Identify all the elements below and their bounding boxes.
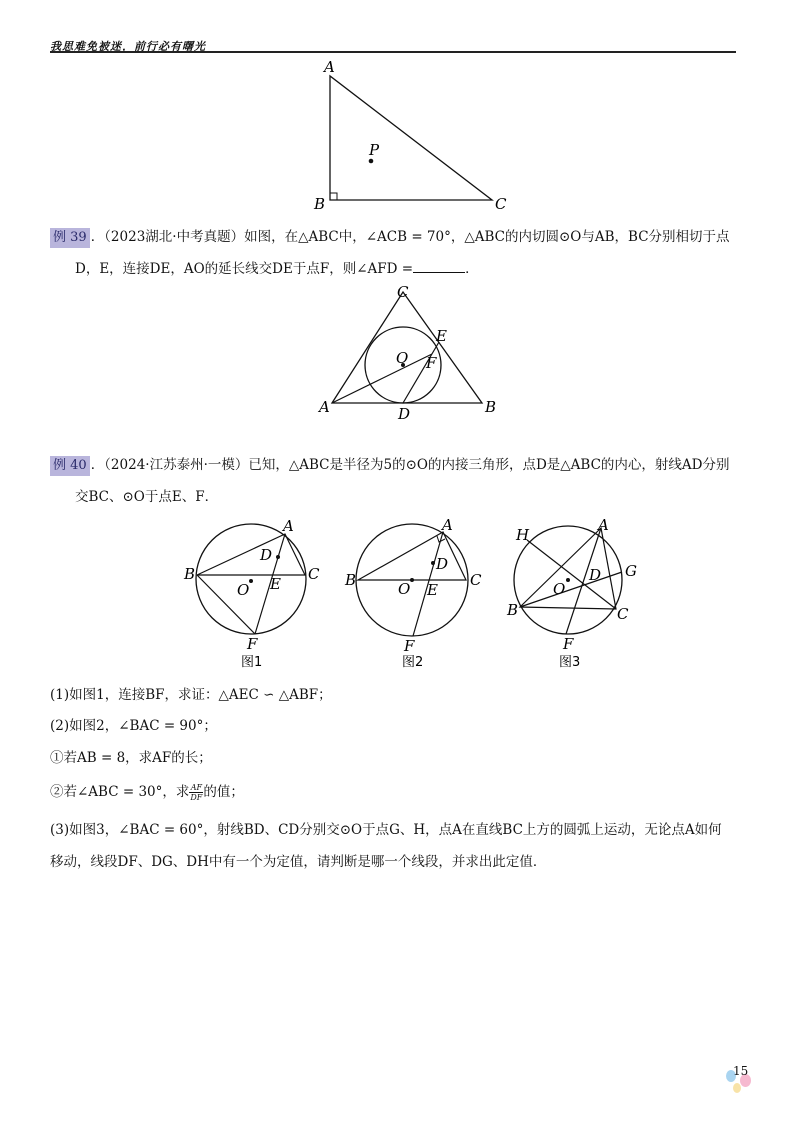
label-e: E xyxy=(270,575,281,593)
caption-fig-2: 图2 xyxy=(402,655,424,670)
label-e: E xyxy=(436,327,447,345)
triangle-abc xyxy=(197,534,305,575)
question-2-part-2-pre: ②若∠ABC = 30°，求 xyxy=(50,784,190,800)
figure-2 xyxy=(342,518,492,673)
point-d xyxy=(431,561,435,565)
example-39-line-2 xyxy=(75,260,479,278)
question-3-line-2: 移动，线段DF、DG、DH中有一个为定值，请判断是哪一个线段，并求出此定值． xyxy=(50,854,547,870)
example-40-tag: 例 40 xyxy=(50,456,90,476)
question-3-line-1: (3)如图3，∠BAC = 60°，射线BD、CD分别交⊙O于点G、H，点A在直线BC上方的圆弧上运动，无论点A如何 xyxy=(50,822,722,838)
label-a: A xyxy=(319,398,330,416)
question-1: (1)如图1，连接BF，求证：△AEC ∽ △ABF； xyxy=(50,687,332,703)
answer-blank[interactable] xyxy=(413,260,465,273)
label-o: O xyxy=(396,349,409,367)
triangle-abc xyxy=(330,76,492,200)
label-a: A xyxy=(324,58,335,76)
label-o: O xyxy=(398,580,411,598)
label-b: B xyxy=(184,565,196,583)
label-b: B xyxy=(314,195,326,213)
example-39-text-2: D，E，连接DE，AO的延长线交DE于点F，则∠AFD = xyxy=(75,261,414,277)
label-d: D xyxy=(589,566,602,584)
question-2-part-2 xyxy=(50,783,244,802)
figure-right-triangle xyxy=(300,58,530,218)
label-c: C xyxy=(495,195,507,213)
triangle-abc xyxy=(332,292,482,403)
point-o xyxy=(566,578,570,582)
label-b: B xyxy=(507,601,519,619)
label-d: D xyxy=(260,546,273,564)
label-a: A xyxy=(442,516,453,534)
example-39-text-1: ．（2023湖北·中考真题）如图，在△ABC中，∠ACB = 70°，△ABC的内切圆⊙O与AB，BC分别相切于点 xyxy=(90,229,730,245)
fraction-af-df xyxy=(189,783,203,802)
question-2-part-2-post: 的值； xyxy=(203,784,244,800)
point-d xyxy=(276,555,280,559)
caption-fig-3: 图3 xyxy=(559,655,581,670)
label-b: B xyxy=(485,398,497,416)
question-2-part-1: ①若AB = 8，求AF的长； xyxy=(50,750,212,766)
question-2: (2)如图2，∠BAC = 90°； xyxy=(50,718,217,734)
fraction-numerator: AF xyxy=(190,783,203,792)
point-o xyxy=(410,578,414,582)
figure-1 xyxy=(183,518,333,673)
label-d: D xyxy=(398,405,411,423)
fraction-denominator: DF xyxy=(190,793,203,802)
segment-ch xyxy=(527,540,616,609)
label-h: H xyxy=(516,526,530,544)
header-motto: 我思难免被迷，前行必有曙光 xyxy=(50,40,206,53)
label-d: D xyxy=(436,555,449,573)
example-40-line-2 xyxy=(75,488,218,506)
page-number: 15 xyxy=(733,1064,749,1078)
example-39-tag: 例 39 xyxy=(50,228,90,248)
point-p xyxy=(369,159,374,164)
label-c: C xyxy=(397,283,409,301)
caption-fig-1: 图1 xyxy=(241,655,263,670)
label-o: O xyxy=(553,580,566,598)
label-p: P xyxy=(369,141,380,159)
label-f: F xyxy=(247,635,258,653)
label-c: C xyxy=(308,565,320,583)
right-angle-mark xyxy=(330,193,337,200)
label-f: F xyxy=(426,354,437,372)
point-o xyxy=(249,579,253,583)
example-40-text-2: 交BC、⊙O于点E、F． xyxy=(75,489,219,505)
label-a: A xyxy=(283,517,294,535)
segment-de xyxy=(403,342,439,403)
label-a: A xyxy=(598,516,609,534)
label-c: C xyxy=(617,605,629,623)
header-rule xyxy=(50,51,736,53)
label-g: G xyxy=(625,562,637,580)
label-o: O xyxy=(237,581,250,599)
example-40-text-1: ．（2024·江苏泰州·一模）已知，△ABC是半径为5的⊙O的内接三角形，点D是△ABC的内心，射线AD分别 xyxy=(90,457,730,473)
figure-3 xyxy=(503,518,663,673)
example-39-text-2-end: ． xyxy=(465,261,479,277)
triangle-abc xyxy=(520,528,616,609)
label-f: F xyxy=(563,635,574,653)
figure-incircle xyxy=(310,282,510,422)
label-f: F xyxy=(404,637,415,655)
label-b: B xyxy=(345,571,357,589)
example-39-line-1 xyxy=(50,228,730,248)
example-40-line-1 xyxy=(50,456,730,476)
label-c: C xyxy=(470,571,482,589)
label-e: E xyxy=(427,581,438,599)
